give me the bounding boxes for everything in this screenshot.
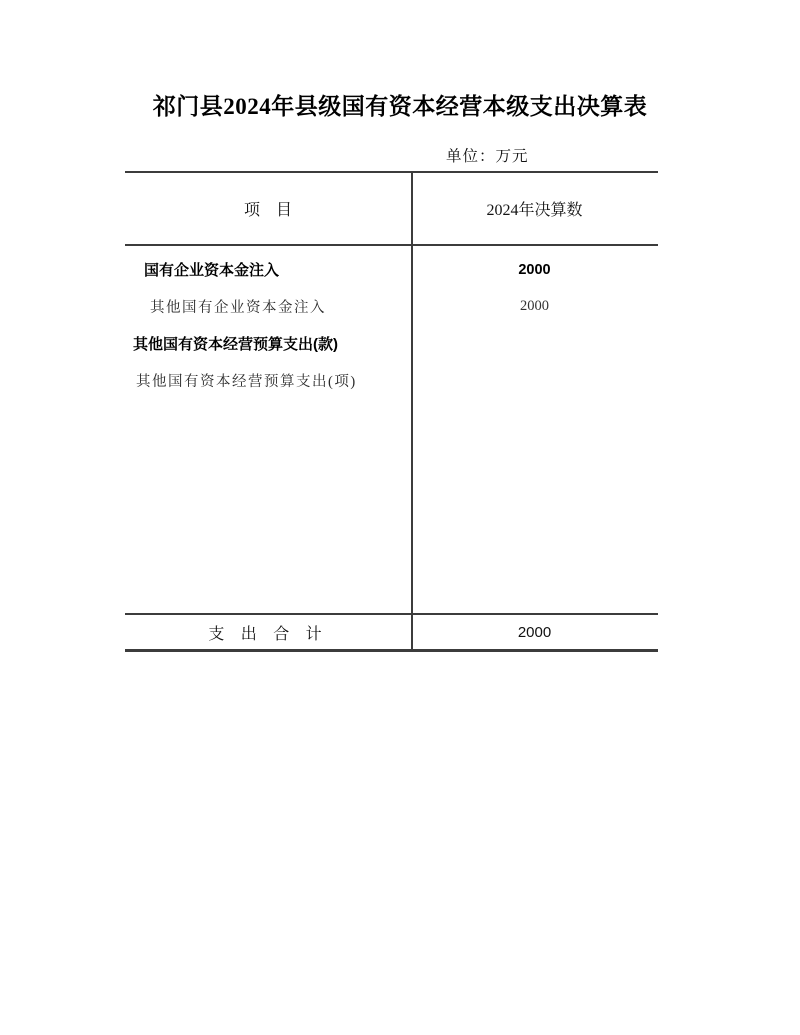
row-label: 其他国有企业资本金注入	[150, 300, 326, 316]
column-divider	[411, 173, 413, 649]
total-value: 2000	[517, 623, 552, 641]
unit-label: 单位：万元	[446, 148, 529, 165]
row-label: 其他国有资本经营预算支出(项)	[136, 374, 357, 390]
table-total-row	[125, 613, 658, 649]
column-header-amount-2024: 2024年决算数	[486, 202, 583, 219]
row-value	[411, 362, 658, 399]
expenditure-table	[125, 171, 658, 652]
page-title: 祁门县2024年县级国有资本经营本级支出决算表	[152, 94, 648, 119]
table-row	[125, 362, 658, 399]
column-header-item: 项 目	[243, 202, 292, 219]
table-body	[125, 246, 658, 613]
row-label: 国有企业资本金注入	[144, 262, 280, 279]
row-label: 其他国有资本经营预算支出(款)	[133, 336, 338, 353]
table-row	[125, 251, 658, 288]
table-header-row	[125, 173, 658, 246]
table-row	[125, 288, 658, 325]
row-value: 2000	[520, 298, 549, 314]
row-value	[411, 325, 658, 362]
table-row	[125, 325, 658, 362]
row-value: 2000	[518, 261, 551, 278]
total-label: 支 出 合 计	[208, 625, 328, 643]
